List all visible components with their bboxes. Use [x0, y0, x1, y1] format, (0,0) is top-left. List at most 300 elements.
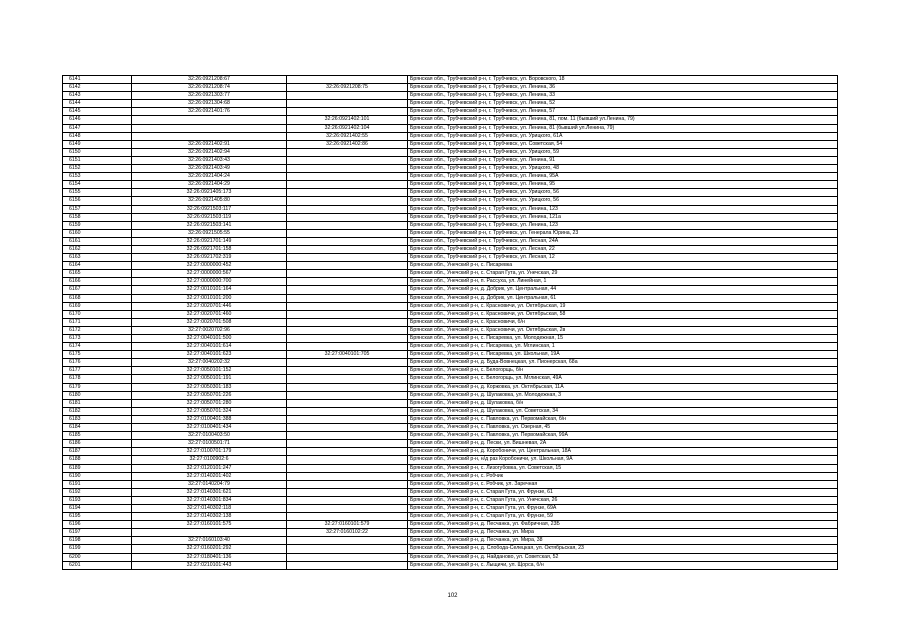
cadastral-number-cell: 32:26:0921402:91	[132, 140, 287, 148]
address-cell: Брянская обл., Унечский р-н, с. Белогорщь, ул. Мглинская, 49А	[408, 375, 838, 383]
row-number-cell: 6175	[63, 351, 132, 359]
linked-cadastral-number-cell	[287, 513, 408, 521]
linked-cadastral-number-cell	[287, 229, 408, 237]
table-row	[63, 529, 838, 537]
row-number-cell: 6192	[63, 488, 132, 496]
linked-cadastral-number-cell	[287, 156, 408, 164]
row-number-cell: 6199	[63, 545, 132, 553]
row-number-cell: 6173	[63, 335, 132, 343]
row-number-cell: 6145	[63, 108, 132, 116]
address-cell: Брянская обл., Унечский р-н, с. Робчик, ул. Заречная	[408, 480, 838, 488]
address-cell: Брянская обл., Унечский р-н, с. Лизогубовка, ул. Советская, 15	[408, 464, 838, 472]
address-cell: Брянская обл., Унечский р-н, д. Коржовка, ул. Октябрьская, 11А	[408, 383, 838, 391]
address-cell: Брянская обл., Унечский р-н, с. Старая Гута, ул. Унечская, 26	[408, 496, 838, 504]
address-cell: Брянская обл., Трубчевский р-н, г. Трубчевск, ул. Лесная, 22	[408, 245, 838, 253]
cadastral-number-cell: 32:26:0921503:141	[132, 221, 287, 229]
page-number: 102	[447, 593, 458, 599]
row-number-cell: 6191	[63, 480, 132, 488]
address-cell: Брянская обл., Унечский р-н, с. Старая Гута, ул. Фрунзе, 69А	[408, 504, 838, 512]
table-row	[63, 205, 838, 213]
table-row	[63, 464, 838, 472]
row-number-cell: 6187	[63, 448, 132, 456]
cadastral-number-cell: 32:27:0010101:200	[132, 294, 287, 302]
linked-cadastral-number-cell	[287, 108, 408, 116]
row-number-cell: 6144	[63, 100, 132, 108]
address-cell: Брянская обл., Трубчевский р-н, г. Трубчевск, ул. Генерала Юрина, 23	[408, 229, 838, 237]
cadastral-number-cell: 32:26:0921303:77	[132, 92, 287, 100]
row-number-cell: 6180	[63, 391, 132, 399]
table-row	[63, 229, 838, 237]
address-cell: Брянская обл., Унечский р-н, н/д раз Коробоничи, ул. Школьная, 9А	[408, 456, 838, 464]
cadastral-number-cell: 32:26:0921403:49	[132, 165, 287, 173]
cadastral-number-cell: 32:26:0921401:76	[132, 108, 287, 116]
table-row	[63, 140, 838, 148]
row-number-cell: 6148	[63, 132, 132, 140]
address-cell: Брянская обл., Трубчевский р-н, г. Трубчевск, ул. Ленина, 81 (бывший ул.Ленина, 79)	[408, 124, 838, 132]
table-row	[63, 383, 838, 391]
cadastral-number-cell: 32:27:0000000:452	[132, 262, 287, 270]
address-cell: Брянская обл., Унечский р-н, с. Белогорщь, б/н	[408, 367, 838, 375]
row-number-cell: 6162	[63, 245, 132, 253]
linked-cadastral-number-cell	[287, 245, 408, 253]
table-row	[63, 124, 838, 132]
address-cell: Брянская обл., Унечский р-н, д. Песчанка, ул. Мира, 38	[408, 537, 838, 545]
table-row	[63, 237, 838, 245]
linked-cadastral-number-cell	[287, 375, 408, 383]
cadastral-number-cell: 32:27:0100401:434	[132, 424, 287, 432]
linked-cadastral-number-cell: 32:26:0921402:104	[287, 124, 408, 132]
linked-cadastral-number-cell	[287, 254, 408, 262]
row-number-cell: 6146	[63, 116, 132, 124]
address-cell: Брянская обл., Унечский р-н, с. Павловка, ул. Первомайская, 99А	[408, 432, 838, 440]
cadastral-number-cell: 32:26:0921503:119	[132, 213, 287, 221]
row-number-cell: 6188	[63, 456, 132, 464]
table-row	[63, 108, 838, 116]
address-cell: Брянская обл., Унечский р-н, с. Красновичи, б/н	[408, 318, 838, 326]
linked-cadastral-number-cell	[287, 262, 408, 270]
cadastral-number-cell: 32:27:0020701:446	[132, 302, 287, 310]
row-number-cell: 6161	[63, 237, 132, 245]
address-cell: Брянская обл., Унечский р-н, с. Писаревка, ул. Школьная, 19А	[408, 351, 838, 359]
linked-cadastral-number-cell	[287, 100, 408, 108]
row-number-cell: 6156	[63, 197, 132, 205]
table-row	[63, 100, 838, 108]
cadastral-number-cell: 32:27:0160103:40	[132, 537, 287, 545]
table-row	[63, 270, 838, 278]
row-number-cell: 6166	[63, 278, 132, 286]
table-row	[63, 116, 838, 124]
cadastral-number-cell: 32:26:0921503:117	[132, 205, 287, 213]
row-number-cell: 6152	[63, 165, 132, 173]
row-number-cell: 6157	[63, 205, 132, 213]
address-cell: Брянская обл., Унечский р-н, д. Слобода-Селецкая, ул. Октябрьская, 23	[408, 545, 838, 553]
address-cell: Брянская обл., Трубчевский р-н, г. Трубчевск, ул. Воровского, 18	[408, 76, 838, 84]
cadastral-number-cell: 32:26:0921405:80	[132, 197, 287, 205]
linked-cadastral-number-cell	[287, 294, 408, 302]
linked-cadastral-number-cell	[287, 165, 408, 173]
linked-cadastral-number-cell: 32:26:0921208:75	[287, 84, 408, 92]
linked-cadastral-number-cell	[287, 407, 408, 415]
row-number-cell: 6154	[63, 181, 132, 189]
row-number-cell: 6189	[63, 464, 132, 472]
cadastral-number-cell: 32:27:0120101:247	[132, 464, 287, 472]
linked-cadastral-number-cell	[287, 391, 408, 399]
linked-cadastral-number-cell	[287, 456, 408, 464]
address-cell: Брянская обл., Унечский р-н, с. Старая Гута, ул. Фрунзе, 59	[408, 513, 838, 521]
cadastral-number-cell: 32:27:0020701:508	[132, 318, 287, 326]
row-number-cell: 6194	[63, 504, 132, 512]
table-row	[63, 156, 838, 164]
row-number-cell: 6160	[63, 229, 132, 237]
row-number-cell: 6167	[63, 286, 132, 294]
cadastral-number-cell: 32:27:0100401:388	[132, 415, 287, 423]
row-number-cell: 6142	[63, 84, 132, 92]
table-row	[63, 553, 838, 561]
row-number-cell: 6155	[63, 189, 132, 197]
cadastral-number-cell: 32:27:0140302:138	[132, 513, 287, 521]
table-row	[63, 399, 838, 407]
row-number-cell: 6147	[63, 124, 132, 132]
table-row	[63, 407, 838, 415]
cadastral-number-cell: 32:27:0180401:136	[132, 553, 287, 561]
address-cell: Брянская обл., Трубчевский р-н, г. Трубчевск, ул. Урицкого, 61А	[408, 132, 838, 140]
cadastral-number-cell: 32:26:0921405:173	[132, 189, 287, 197]
address-cell: Брянская обл., Унечский р-н, д. Песчанка, ул. Мира	[408, 529, 838, 537]
address-cell: Брянская обл., Трубчевский р-н, г. Трубчевск, ул. Урицкого, 59	[408, 148, 838, 156]
address-cell: Брянская обл., Трубчевский р-н, г. Трубчевск, ул. Ленина, 95А	[408, 173, 838, 181]
table-row	[63, 561, 838, 569]
row-number-cell: 6164	[63, 262, 132, 270]
linked-cadastral-number-cell	[287, 270, 408, 278]
address-cell: Брянская обл., Трубчевский р-н, г. Трубчевск, ул. Ленина, 33	[408, 92, 838, 100]
row-number-cell: 6141	[63, 76, 132, 84]
table-row	[63, 343, 838, 351]
linked-cadastral-number-cell	[287, 537, 408, 545]
row-number-cell: 6185	[63, 432, 132, 440]
table-row	[63, 440, 838, 448]
linked-cadastral-number-cell	[287, 367, 408, 375]
row-number-cell: 6159	[63, 221, 132, 229]
table-row	[63, 245, 838, 253]
address-cell: Брянская обл., Трубчевский р-н, г. Трубчевск, ул. Урицкого, 56	[408, 189, 838, 197]
cadastral-number-cell: 32:27:0050701:226	[132, 391, 287, 399]
row-number-cell: 6184	[63, 424, 132, 432]
cadastral-number-cell: 32:27:0050701:280	[132, 399, 287, 407]
linked-cadastral-number-cell	[287, 545, 408, 553]
table-row	[63, 448, 838, 456]
row-number-cell: 6193	[63, 496, 132, 504]
address-cell: Брянская обл., Унечский р-н, с. Робчик	[408, 472, 838, 480]
table-row	[63, 359, 838, 367]
table-row	[63, 92, 838, 100]
row-number-cell: 6170	[63, 310, 132, 318]
cadastral-number-cell: 32:27:0000000:700	[132, 278, 287, 286]
table-row	[63, 278, 838, 286]
row-number-cell: 6178	[63, 375, 132, 383]
table-row	[63, 148, 838, 156]
address-cell: Брянская обл., Трубчевский р-н, г. Трубчевск, ул. Ленина, 123	[408, 205, 838, 213]
row-number-cell: 6174	[63, 343, 132, 351]
linked-cadastral-number-cell	[287, 76, 408, 84]
cadastral-number-cell: 32:26:0921402:94	[132, 148, 287, 156]
registry-table	[62, 75, 837, 570]
table-row	[63, 84, 838, 92]
table-row	[63, 286, 838, 294]
cadastral-number-cell: 32:27:0160101:575	[132, 521, 287, 529]
table-row	[63, 415, 838, 423]
linked-cadastral-number-cell	[287, 181, 408, 189]
row-number-cell: 6176	[63, 359, 132, 367]
table-row	[63, 310, 838, 318]
cadastral-number-cell: 32:27:0100403:50	[132, 432, 287, 440]
linked-cadastral-number-cell	[287, 343, 408, 351]
cadastral-number-cell: 32:27:0050701:324	[132, 407, 287, 415]
linked-cadastral-number-cell	[287, 237, 408, 245]
address-cell: Брянская обл., Унечский р-н, с. Павловка, ул. Озерная, 45	[408, 424, 838, 432]
table-row	[63, 76, 838, 84]
linked-cadastral-number-cell	[287, 92, 408, 100]
table-row	[63, 351, 838, 359]
linked-cadastral-number-cell: 32:27:0160102:22	[287, 529, 408, 537]
cadastral-number-cell: 32:27:0100501:71	[132, 440, 287, 448]
table-row	[63, 513, 838, 521]
linked-cadastral-number-cell	[287, 415, 408, 423]
linked-cadastral-number-cell: 32:26:0921402:101	[287, 116, 408, 124]
table-row	[63, 181, 838, 189]
cadastral-number-cell: 32:27:0050101:152	[132, 367, 287, 375]
address-cell: Брянская обл., Унечский р-н, п. Рассуха, ул. Линейная, 1	[408, 278, 838, 286]
linked-cadastral-number-cell	[287, 302, 408, 310]
table-row	[63, 335, 838, 343]
linked-cadastral-number-cell	[287, 399, 408, 407]
address-cell: Брянская обл., Трубчевский р-н, г. Трубчевск, ул. Ленина, 121а	[408, 213, 838, 221]
row-number-cell: 6172	[63, 326, 132, 334]
cadastral-number-cell	[132, 529, 287, 537]
address-cell: Брянская обл., Унечский р-н, с. Павловка, ул. Первомайская, б/н	[408, 415, 838, 423]
address-cell: Брянская обл., Трубчевский р-н, г. Трубчевск, ул. Ленина, 91	[408, 156, 838, 164]
table-row	[63, 391, 838, 399]
linked-cadastral-number-cell	[287, 440, 408, 448]
linked-cadastral-number-cell: 32:26:0921402:86	[287, 140, 408, 148]
linked-cadastral-number-cell	[287, 205, 408, 213]
address-cell: Брянская обл., Трубчевский р-н, г. Трубчевск, ул. Ленина, 57	[408, 108, 838, 116]
address-cell: Брянская обл., Трубчевский р-н, г. Трубчевск, ул. Советская, 54	[408, 140, 838, 148]
cadastral-number-cell: 32:26:0921505:55	[132, 229, 287, 237]
address-cell: Брянская обл., Унечский р-н, д. Шулаковка, б/н	[408, 399, 838, 407]
table-row	[63, 375, 838, 383]
address-cell: Брянская обл., Унечский р-н, д. Буда-Вовнецкая, ул. Пионерская, 68а	[408, 359, 838, 367]
table-row	[63, 173, 838, 181]
linked-cadastral-number-cell: 32:27:0160101:579	[287, 521, 408, 529]
address-cell: Брянская обл., Унечский р-н, с. Лыщичи, ул. Щорса, б/н	[408, 561, 838, 569]
row-number-cell: 6171	[63, 318, 132, 326]
cadastral-number-cell: 32:27:0140301:621	[132, 488, 287, 496]
row-number-cell: 6186	[63, 440, 132, 448]
linked-cadastral-number-cell	[287, 335, 408, 343]
linked-cadastral-number-cell: 32:26:0921402:55	[287, 132, 408, 140]
linked-cadastral-number-cell	[287, 213, 408, 221]
table-row	[63, 318, 838, 326]
linked-cadastral-number-cell	[287, 189, 408, 197]
address-cell: Брянская обл., Трубчевский р-н, г. Трубчевск, ул. Ленина, 36	[408, 84, 838, 92]
address-cell: Брянская обл., Унечский р-н, д. Пески, ул. Вишневая, 2А	[408, 440, 838, 448]
row-number-cell: 6169	[63, 302, 132, 310]
table-row	[63, 488, 838, 496]
cadastral-number-cell	[132, 116, 287, 124]
row-number-cell: 6168	[63, 294, 132, 302]
address-cell: Брянская обл., Унечский р-н, д. Коробоничи, ул. Центральная, 18А	[408, 448, 838, 456]
table-row	[63, 496, 838, 504]
row-number-cell: 6150	[63, 148, 132, 156]
cadastral-number-cell: 32:27:0050301:183	[132, 383, 287, 391]
cadastral-number-cell: 32:26:0921208:74	[132, 84, 287, 92]
linked-cadastral-number-cell	[287, 432, 408, 440]
linked-cadastral-number-cell	[287, 148, 408, 156]
cadastral-number-cell: 32:26:0921404:29	[132, 181, 287, 189]
address-cell: Брянская обл., Унечский р-н, д. Найданово, ул. Советская, 52	[408, 553, 838, 561]
cadastral-number-cell: 32:27:0160201:292	[132, 545, 287, 553]
linked-cadastral-number-cell	[287, 286, 408, 294]
linked-cadastral-number-cell	[287, 173, 408, 181]
address-cell: Брянская обл., Унечский р-н, с. Красновичи, ул. Октябрьская, 58	[408, 310, 838, 318]
row-number-cell: 6200	[63, 553, 132, 561]
address-cell: Брянская обл., Трубчевский р-н, г. Трубчевск, ул. Ленина, 81, пом. 11 (бывший ул.Ленина, 79)	[408, 116, 838, 124]
address-cell: Брянская обл., Трубчевский р-н, г. Трубчевск, ул. Лесная, 24А	[408, 237, 838, 245]
table-row	[63, 537, 838, 545]
cadastral-number-cell: 32:27:0040101:623	[132, 351, 287, 359]
cadastral-number-cell: 32:26:0921701:149	[132, 237, 287, 245]
row-number-cell: 6195	[63, 513, 132, 521]
address-cell: Брянская обл., Унечский р-н, д. Шулаковка, ул. Молодежная, 3	[408, 391, 838, 399]
address-cell: Брянская обл., Трубчевский р-н, г. Трубчевск, ул. Урицкого, 56	[408, 197, 838, 205]
cadastral-number-cell: 32:26:0921702:319	[132, 254, 287, 262]
row-number-cell: 6151	[63, 156, 132, 164]
table-row	[63, 480, 838, 488]
row-number-cell: 6165	[63, 270, 132, 278]
row-number-cell: 6179	[63, 383, 132, 391]
linked-cadastral-number-cell	[287, 561, 408, 569]
linked-cadastral-number-cell	[287, 310, 408, 318]
cadastral-number-cell: 32:26:0921208:67	[132, 76, 287, 84]
cadastral-number-cell: 32:27:0040202:32	[132, 359, 287, 367]
row-number-cell: 6158	[63, 213, 132, 221]
row-number-cell: 6153	[63, 173, 132, 181]
row-number-cell: 6182	[63, 407, 132, 415]
address-cell: Брянская обл., Трубчевский р-н, г. Трубчевск, ул. Урицкого, 48	[408, 165, 838, 173]
cadastral-number-cell: 32:27:0010101:164	[132, 286, 287, 294]
row-number-cell: 6197	[63, 529, 132, 537]
row-number-cell: 6143	[63, 92, 132, 100]
table-row	[63, 545, 838, 553]
cadastral-number-cell: 32:27:0020702:96	[132, 326, 287, 334]
table-row	[63, 221, 838, 229]
cadastral-number-cell	[132, 132, 287, 140]
table-body	[63, 76, 838, 570]
cadastral-number-cell: 32:27:0140204:79	[132, 480, 287, 488]
address-cell: Брянская обл., Трубчевский р-н, г. Трубчевск, ул. Ленина, 95	[408, 181, 838, 189]
cadastral-number-cell: 32:27:0050101:191	[132, 375, 287, 383]
row-number-cell: 6149	[63, 140, 132, 148]
linked-cadastral-number-cell	[287, 278, 408, 286]
table-row	[63, 521, 838, 529]
table-row	[63, 165, 838, 173]
table-row	[63, 302, 838, 310]
address-cell: Брянская обл., Унечский р-н, с. Писаревка, ул. Мглинская, 1	[408, 343, 838, 351]
cadastral-number-cell: 32:26:0921404:24	[132, 173, 287, 181]
linked-cadastral-number-cell	[287, 553, 408, 561]
row-number-cell: 6190	[63, 472, 132, 480]
row-number-cell: 6181	[63, 399, 132, 407]
table-row	[63, 326, 838, 334]
linked-cadastral-number-cell	[287, 359, 408, 367]
cadastral-number-cell	[132, 124, 287, 132]
row-number-cell: 6201	[63, 561, 132, 569]
table-row	[63, 367, 838, 375]
cadastral-number-cell: 32:27:0140302:118	[132, 504, 287, 512]
table-row	[63, 254, 838, 262]
cadastral-number-cell: 32:27:0100902:6	[132, 456, 287, 464]
address-cell: Брянская обл., Унечский р-н, с. Писаревка	[408, 262, 838, 270]
linked-cadastral-number-cell	[287, 326, 408, 334]
linked-cadastral-number-cell	[287, 318, 408, 326]
address-cell: Брянская обл., Трубчевский р-н, г. Трубчевск, ул. Ленина, 52	[408, 100, 838, 108]
table-row	[63, 197, 838, 205]
linked-cadastral-number-cell	[287, 197, 408, 205]
cadastral-number-cell: 32:27:0000000:567	[132, 270, 287, 278]
linked-cadastral-number-cell	[287, 488, 408, 496]
address-cell: Брянская обл., Унечский р-н, д. Добрик, ул. Центральная, 44	[408, 286, 838, 294]
table-row	[63, 262, 838, 270]
linked-cadastral-number-cell	[287, 504, 408, 512]
cadastral-number-cell: 32:27:0040101:614	[132, 343, 287, 351]
cadastral-number-cell: 32:27:0020701:460	[132, 310, 287, 318]
table-row	[63, 432, 838, 440]
linked-cadastral-number-cell	[287, 424, 408, 432]
address-cell: Брянская обл., Унечский р-н, с. Красновичи, ул. Октябрьская, 19	[408, 302, 838, 310]
cadastral-number-cell: 32:26:0921403:43	[132, 156, 287, 164]
address-cell: Брянская обл., Трубчевский р-н, г. Трубчевск, ул. Лесная, 12	[408, 254, 838, 262]
address-cell: Брянская обл., Унечский р-н, д. Добрик, ул. Центральная, 61	[408, 294, 838, 302]
address-cell: Брянская обл., Унечский р-н, с. Старая Гута, ул. Унечская, 29	[408, 270, 838, 278]
row-number-cell: 6198	[63, 537, 132, 545]
cadastral-number-cell: 32:27:0100701:179	[132, 448, 287, 456]
linked-cadastral-number-cell	[287, 221, 408, 229]
address-cell: Брянская обл., Унечский р-н, с. Писаревка, ул. Молодежная, 15	[408, 335, 838, 343]
linked-cadastral-number-cell: 32:27:0040101:705	[287, 351, 408, 359]
table-row	[63, 456, 838, 464]
row-number-cell: 6183	[63, 415, 132, 423]
table-row	[63, 213, 838, 221]
linked-cadastral-number-cell	[287, 496, 408, 504]
address-cell: Брянская обл., Унечский р-н, с. Красновичи, ул. Октябрьская, 2в	[408, 326, 838, 334]
linked-cadastral-number-cell	[287, 480, 408, 488]
cadastral-number-cell: 32:27:0040101:500	[132, 335, 287, 343]
row-number-cell: 6177	[63, 367, 132, 375]
linked-cadastral-number-cell	[287, 464, 408, 472]
cadastral-number-cell: 32:27:0140201:402	[132, 472, 287, 480]
cadastral-number-cell: 32:26:0921701:158	[132, 245, 287, 253]
address-cell: Брянская обл., Унечский р-н, с. Старая Гута, ул. Фрунзе, 61	[408, 488, 838, 496]
table-row	[63, 132, 838, 140]
linked-cadastral-number-cell	[287, 472, 408, 480]
table-row	[63, 189, 838, 197]
row-number-cell: 6196	[63, 521, 132, 529]
cadastral-number-cell: 32:26:0921304:68	[132, 100, 287, 108]
table-row	[63, 294, 838, 302]
linked-cadastral-number-cell	[287, 448, 408, 456]
table-row	[63, 504, 838, 512]
linked-cadastral-number-cell	[287, 383, 408, 391]
